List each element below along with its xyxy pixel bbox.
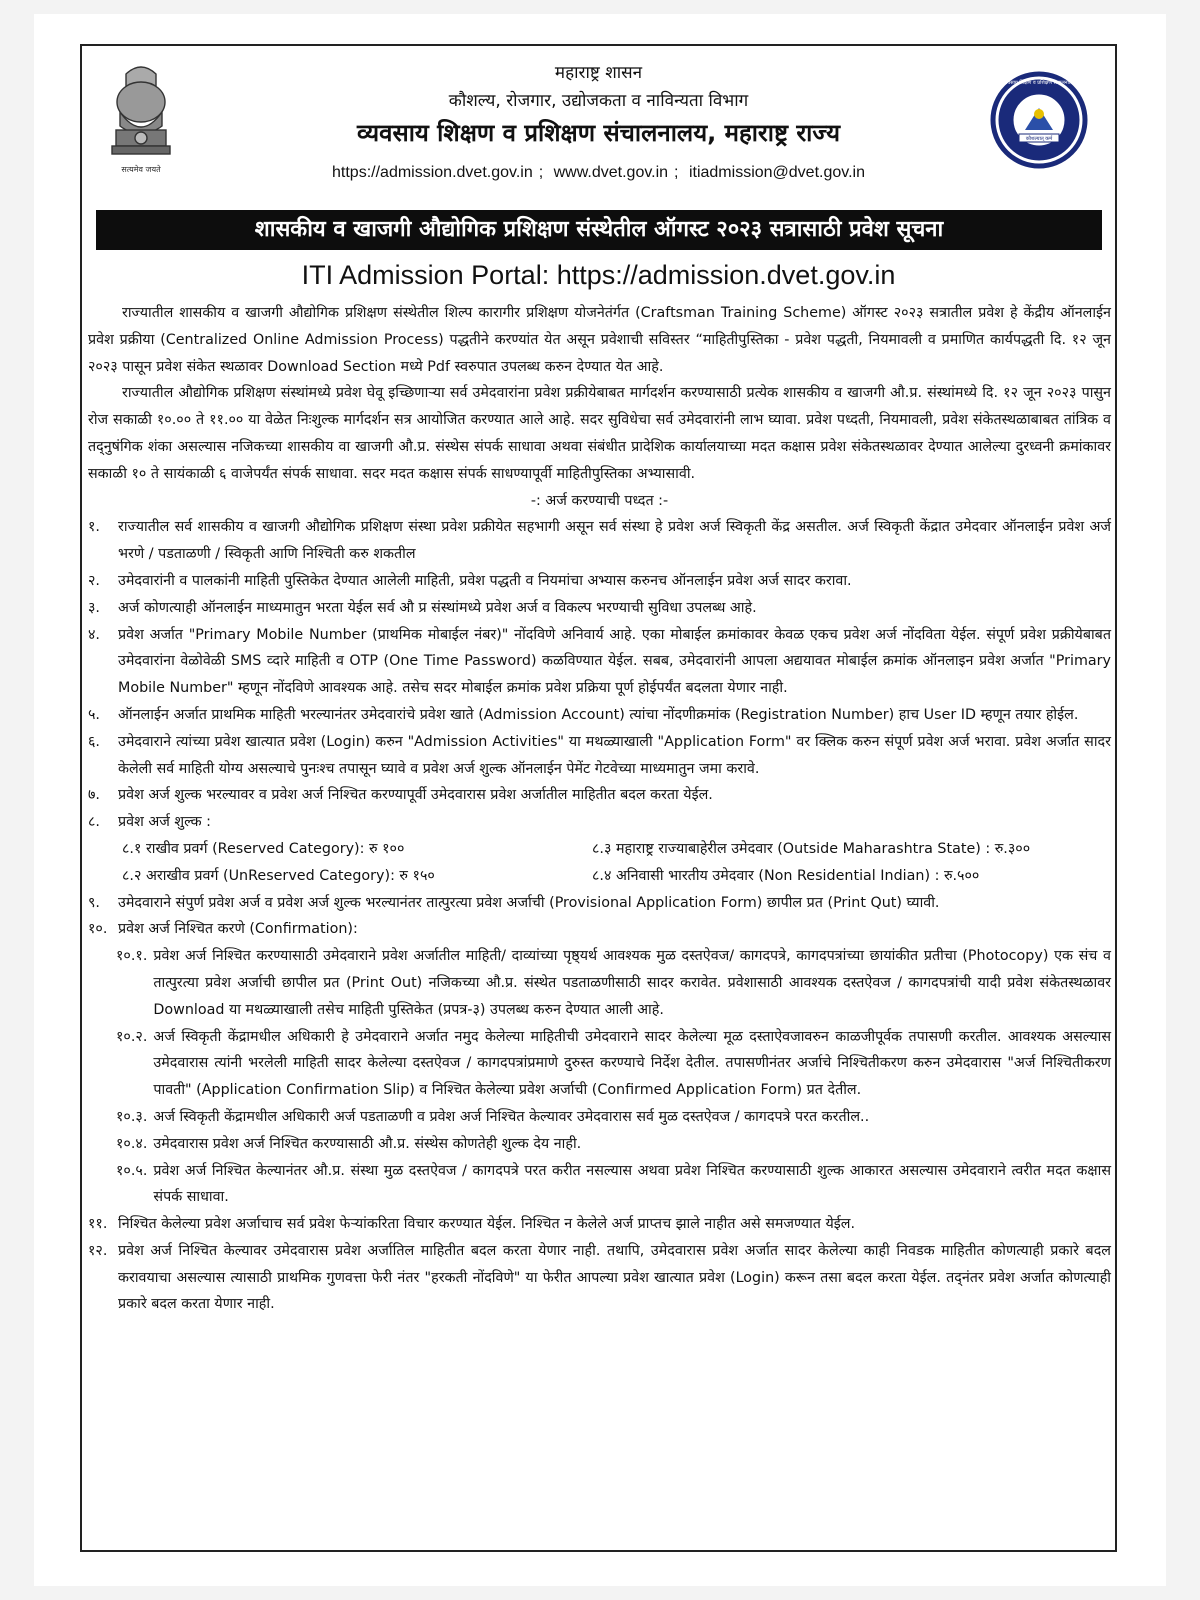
- list-item: ९. उमेदवाराने संपुर्ण प्रवेश अर्ज व प्रवेश अर्ज शुल्क भरल्यानंतर तात्पुरत्या प्रवेश अर्जाची (Provisional Application Form) छापील प्रत (Print Qut) घ्यावी.: [88, 894, 940, 911]
- intro-paragraph: राज्यातील औद्योगिक प्रशिक्षण संस्थांमध्ये प्रवेश घेवू इच्छिणाऱ्या सर्व उमेदवारांना प्रवेश प्रक्रीयेबाबत मार्गदर्शन करण्यासाठी प्रत्येक शासकीय व खाजगी औ.प्र. संस्थांमध्ये दि. १२ जून २०२३ पासुन रोज सकाळी १०.०० ते ११.०० या वेळेत निःशुल्क मार्गदर्शन सत्र आयोजित करण्यात आले आहे. सदर सुविधेचा सर्व उमेदवारांनी लाभ घ्यावा. प्रवेश पध्दती, नियमावली, प्रवेश संकेतस्थळाबाबत तांत्रिक व तद्नुषंगिक शंका असल्यास नजिकच्या शासकीय वा खाजगी औ.प्र. संस्थेस संपर्क साधावा अथवा संबंधीत प्रादेशिक कार्यालयाच्या मदत कक्षास प्रवेश संकेतस्थळावर देण्यात आलेल्या दुरध्वनी क्रमांकावर सकाळी १० ते सायंकाळी ६ वाजेपर्यंत संपर्क साधावा. सदर मदत कक्षास संपर्क साधण्यापूर्वी माहितीपुस्तिका अभ्यासावी.: [88, 385, 1111, 482]
- list-item: २. उमेदवारांनी व पालकांनी माहिती पुस्तिकेत देण्यात आलेली माहिती, प्रवेश पद्धती व नियमांचा अभ्यास करुनच ऑनलाईन प्रवेश अर्ज सादर करावा.: [88, 572, 852, 589]
- list-item: ५. ऑनलाईन अर्जात प्राथमिक माहिती भरल्यानंतर उमेदवारांचे प्रवेश खाते (Admission Account) त्यांचा नोंदणीक्रमांक (Registration Number) हाच User ID म्हणून तयार होईल.: [88, 706, 1079, 723]
- logo-ribbon-text: कौशल्यात् कर्म: [1025, 136, 1053, 142]
- fee-table: [88, 836, 1111, 890]
- notice-page: [34, 14, 1166, 1586]
- dvet-logo-icon: [987, 68, 1091, 172]
- list-item: ३. अर्ज कोणत्याही ऑनलाईन माध्यमातुन भरता येईल सर्व औ प्र संस्थांमध्ये प्रवेश अर्ज व विकल्प भरण्याची सुविधा उपलब्ध आहे.: [88, 599, 757, 616]
- sub-list-item: १०.१. प्रवेश अर्ज निश्चित करण्यासाठी उमेदवाराने प्रवेश अर्जातील माहिती/ दाव्यांच्या पृष्ठ्यर्थ आवश्यक मुळ दस्तऐवज/ कागदपत्रे, कागदपत्रांच्या छायांकीत प्रतीचा (Photocopy) एक संच व तात्पुरत्या प्रवेश अर्जाची छापील प्रत (Print Out) नजिकच्या औ.प्र. संस्थेत पडताळणीसाठी सादर करावेत. प्रवेशासाठी आवश्यक दस्तऐवज / कागदपत्रांची यादी प्रवेश संकेतस्थळावर Download या मथळ्याखाली तसेच माहिती पुस्तिकेत (प्रपत्र-३) उपलब्ध करुन देण्यात आली आहे.: [116, 948, 1111, 1018]
- sub-list-item: १०.४. उमेदवारास प्रवेश अर्ज निश्चित करण्यासाठी औ.प्र. संस्थेस कोणतेही शुल्क देय नाही.: [116, 1135, 582, 1152]
- list-item: १२. प्रवेश अर्ज निश्चित केल्यावर उमेदवारास प्रवेश अर्जातिल माहितीत बदल करता येणार नाही. तथापि, उमेदवारास प्रवेश अर्जात सादर केलेल्या काही निवडक माहितीत कोणत्याही प्रकारे बदल करावयाचा असल्यास त्यासाठी प्राथमिक गुणवत्ता फेरी नंतर "हरकती नोंदविणे" या फेरीत आपल्या प्रवेश खात्यात प्रवेश (Login) करून तसा बदल करता येईल. तद्नंतर प्रवेश अर्जात कोणत्याही प्रकारे बदल करता येणार नाही.: [88, 1242, 1111, 1313]
- fee-reserved: ८.१ राखीव प्रवर्ग (Reserved Category): रु १००: [122, 840, 405, 857]
- contact-links: https://admission.dvet.gov.in ; www.dvet.gov.in ; itiadmission@dvet.gov.in: [332, 164, 865, 181]
- logo-ring-text: व्यवसाय शिक्षण व प्रशिक्षण संचालनालय: [1002, 80, 1076, 86]
- list-item: १. राज्यातील सर्व शासकीय व खाजगी औद्योगिक प्रशिक्षण संस्था प्रवेश प्रक्रीयेत सहभागी असून सर्व संस्था हे प्रवेश अर्ज स्विकृती केंद्र असतील. अर्ज स्विकृती केंद्रात उमेदवार ऑनलाईन प्रवेश अर्ज भरणे / पडताळणी / स्विकृती आणि निश्चिती करु शकतील: [88, 519, 1111, 563]
- list-item: १०. प्रवेश अर्ज निश्चित करणे (Confirmation):: [88, 921, 358, 938]
- fee-nri: ८.४ अनिवासी भारतीय उमेदवार (Non Residential Indian) : रु.५००: [592, 867, 980, 884]
- directorate-name: व्यवसाय शिक्षण व प्रशिक्षण संचालनालय, महाराष्ट्र राज्य: [357, 119, 840, 147]
- section-title: -: अर्ज करण्याची पध्दत :-: [530, 492, 669, 509]
- list-item: ८. प्रवेश अर्ज शुल्क :: [88, 814, 211, 831]
- notice-body: [88, 300, 1111, 1318]
- emblem-motto: सत्यमेव जयते: [121, 165, 161, 174]
- list-item: ११. निश्चित केलेल्या प्रवेश अर्जाचाच सर्व प्रवेश फेऱ्यांकरिता विचार करण्यात येईल. निश्चित न केलेले अर्ज प्राप्तच झाले नाहीत असे समजण्यात येईल.: [88, 1216, 856, 1233]
- contact-email-link[interactable]: itiadmission@dvet.gov.in: [688, 164, 865, 181]
- notice-frame: [80, 44, 1117, 1552]
- department-name: कौशल्य, रोजगार, उद्योजकता व नाविन्यता विभाग: [448, 91, 749, 111]
- govt-name: महाराष्ट्र शासन: [554, 63, 643, 83]
- list-item: ४. प्रवेश अर्जात "Primary Mobile Number (प्राथमिक मोबाईल नंबर)" नोंदविणे अनिवार्य आहे. एका मोबाईल क्रमांकावर केवळ एकच प्रवेश अर्ज नोंदविता येईल. संपूर्ण प्रवेश प्रक्रीयेबाबत उमेदवारांना वेळोवेळी SMS व्दारे माहिती व OTP (One Time Password) कळविण्यात येईल. सबब, उमेदवारांनी आपला अद्ययावत मोबाईल क्रमांक ऑनलाइन प्रवेश अर्जात "Primary Mobile Number" म्हणून नोंदविणे आवश्यक आहे. तसेच सदर मोबाईल क्रमांक प्रवेश प्रक्रिया पूर्ण होईपर्यंत बदलता येणार नाही.: [88, 626, 1111, 697]
- admission-portal-link[interactable]: https://admission.dvet.gov.in: [332, 164, 533, 181]
- fee-outside-state: ८.३ महाराष्ट्र राज्याबाहेरील उमेदवार (Outside Maharashtra State) : रु.३००: [592, 840, 1031, 857]
- list-item: ६. उमेदवाराने त्यांच्या प्रवेश खात्यात प्रवेश (Login) करुन "Admission Activities" या मथळ्याखाली "Application Form" वर क्लिक करुन संपूर्ण प्रवेश अर्ज भरावा. प्रवेश अर्जात सादर केलेली सर्व माहिती योग्य असल्याचे पुनःश्च तपासून घ्यावे व प्रवेश अर्ज शुल्क ऑनलाईन पेमेंट गेटवेच्या माध्यमातुन जमा करावे.: [88, 733, 1111, 777]
- intro-paragraph: राज्यातील शासकीय व खाजगी औद्योगिक प्रशिक्षण संस्थेतील शिल्प कारागीर प्रशिक्षण योजनेतंर्गत (Craftsman Training Scheme) ऑगस्ट २०२३ सत्रातील प्रवेश हे केंद्रीय ऑनलाईन प्रवेश प्रक्रीया (Centralized Online Admission Process) पद्धतीने करण्यांत येत असून प्रवेशाची सविस्तर “माहितीपुस्तिका - प्रवेश पद्धती, नियमावली व प्रमाणित कार्यपद्धती दि. १२ जून २०२३ पासून प्रवेश संकेत स्थळावर Download Section मध्ये Pdf स्वरुपात उपलब्ध करुन देण्यात येत आहे.: [88, 305, 1111, 375]
- procedure-list: [88, 514, 1111, 1318]
- list-item: ७. प्रवेश अर्ज शुल्क भरल्यावर व प्रवेश अर्ज निश्चित करण्यापूर्वी उमेदवारास प्रवेश अर्जातील माहितीत बदल करता येईल.: [88, 787, 713, 804]
- sub-list-item: १०.५. प्रवेश अर्ज निश्चित केल्यानंतर औ.प्र. संस्था मुळ दस्तऐवज / कागदपत्रे परत करीत नसल्यास अथवा प्रवेश निश्चित करण्यासाठी शुल्क आकारत असल्यास उमेदवाराने त्वरीत मदत कक्षास संपर्क साधावा.: [116, 1162, 1111, 1206]
- sub-list-item: १०.३. अर्ज स्विकृती केंद्रामधील अधिकारी अर्ज पडताळणी व प्रवेश अर्ज निश्चित केल्यावर उमेदवारास सर्व मुळ दस्तऐवज / कागदपत्रे परत करतील..: [116, 1108, 870, 1125]
- letterhead: [82, 46, 1115, 196]
- sub-list-item: १०.२. अर्ज स्विकृती केंद्रामधील अधिकारी हे उमेदवाराने अर्जात नमुद केलेल्या माहितीची उमेदवाराने सादर केलेल्या मूळ दस्ताऐवजावरुन काळजीपूर्वक तपासणी करतील. आवश्यक असल्यास उमेदवारास त्यांनी भरलेली माहिती सादर केलेल्या दस्तऐवज / कागदपत्रांप्रमाणे दुरुस्त करण्याचे निर्देश देतील. तपासणीनंतर अर्जाचे निश्चितीकरण करुन उमेदवारास "अर्ज निश्चितीकरण पावती" (Application Confirmation Slip) व निश्चित केलेल्या प्रवेश अर्जाची (Confirmed Application Form) प्रत देतील.: [116, 1028, 1111, 1099]
- dvet-website-link[interactable]: www.dvet.gov.in: [553, 164, 669, 181]
- portal-heading: ITI Admission Portal: https://admission.dvet.gov.in: [301, 260, 896, 290]
- notice-banner: शासकीय व खाजगी औद्योगिक प्रशिक्षण संस्थेतील ऑगस्ट २०२३ सत्रासाठी प्रवेश सूचना: [96, 210, 1102, 250]
- fee-unreserved: ८.२ अराखीव प्रवर्ग (UnReserved Category): रु १५०: [122, 867, 435, 884]
